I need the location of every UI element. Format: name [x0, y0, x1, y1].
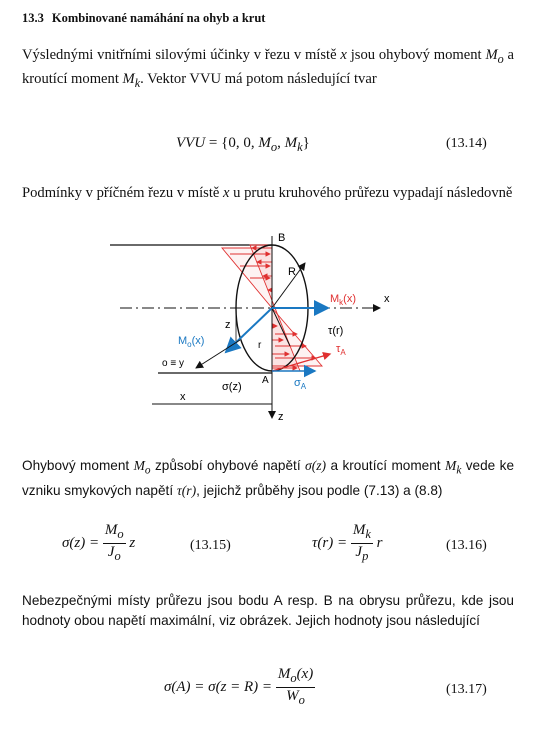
paragraph-stresses: Ohybový moment $M_o$ způsobí ohybové napětí σ(z) a kroutící moment $M_k$ vede ke vzniku smykových napětí τ(r), jejichž průběhy jsou podle (7.13) a (8.8)	[22, 458, 515, 498]
label-Mk: $M_k(x)$	[330, 293, 356, 307]
equation-number: (13.16)	[446, 538, 487, 553]
label-A: A	[262, 375, 269, 386]
label-z-inner: z	[225, 319, 231, 331]
section-number: 13.3	[22, 11, 44, 25]
label-r: r	[258, 340, 262, 351]
label-o-y: o ≡ y	[162, 358, 184, 369]
label-R: R	[288, 266, 296, 278]
equation-number: (13.17)	[446, 682, 487, 697]
equation-number: (13.14)	[446, 136, 487, 151]
label-tau-r: τ(r)	[328, 325, 344, 337]
label-x-right: x	[384, 293, 390, 305]
mo-vector	[226, 308, 272, 352]
equation-13-15: σ(z) = $\frac{M_o}{J_o}$ z	[62, 522, 136, 563]
label-sigmaA: $\sigma_A$	[294, 377, 307, 391]
equation-13-14: VVU = {0, 0, $M_o$, $M_k$}	[176, 135, 310, 154]
section-title: Kombinované namáhání na ohyb a krut	[51, 11, 266, 25]
paragraph-conditions: Podmínky v příčném řezu v místě x u prutu kruhového průřezu vypadají následovně	[22, 185, 513, 201]
section-heading	[22, 11, 265, 26]
paragraph-intro: Výslednými vnitřními silovými účinky v řezu v místě x jsou ohybový moment $M_o$ a kroutící moment $M_k$. Vektor VVU má potom následující tvar	[22, 47, 514, 90]
cross-section-figure	[100, 228, 420, 433]
label-z-bottom: z	[278, 411, 284, 423]
label-tauA: $\tau_A$	[336, 343, 346, 357]
label-sigma-z: σ(z)	[222, 381, 242, 393]
label-Mo: $M_o(x)$	[178, 335, 205, 349]
paragraph-dangerous-points: Nebezpečnými místy průřezu jsou bodu A resp. B na obrysu průřezu, kde jsou hodnoty obou napětí maximální, viz obrázek. Jejich hodnoty jsou následující	[22, 593, 514, 628]
equation-13-17: σ(A) = σ(z = R) = $\frac{M_o(x)}{W_o}$	[164, 666, 314, 707]
label-B: B	[278, 232, 286, 244]
label-x-bottom: x	[180, 391, 186, 403]
equation-13-16: τ(r) = $\frac{M_k}{J_p}$ r	[312, 522, 383, 563]
equation-number: (13.15)	[190, 538, 231, 553]
